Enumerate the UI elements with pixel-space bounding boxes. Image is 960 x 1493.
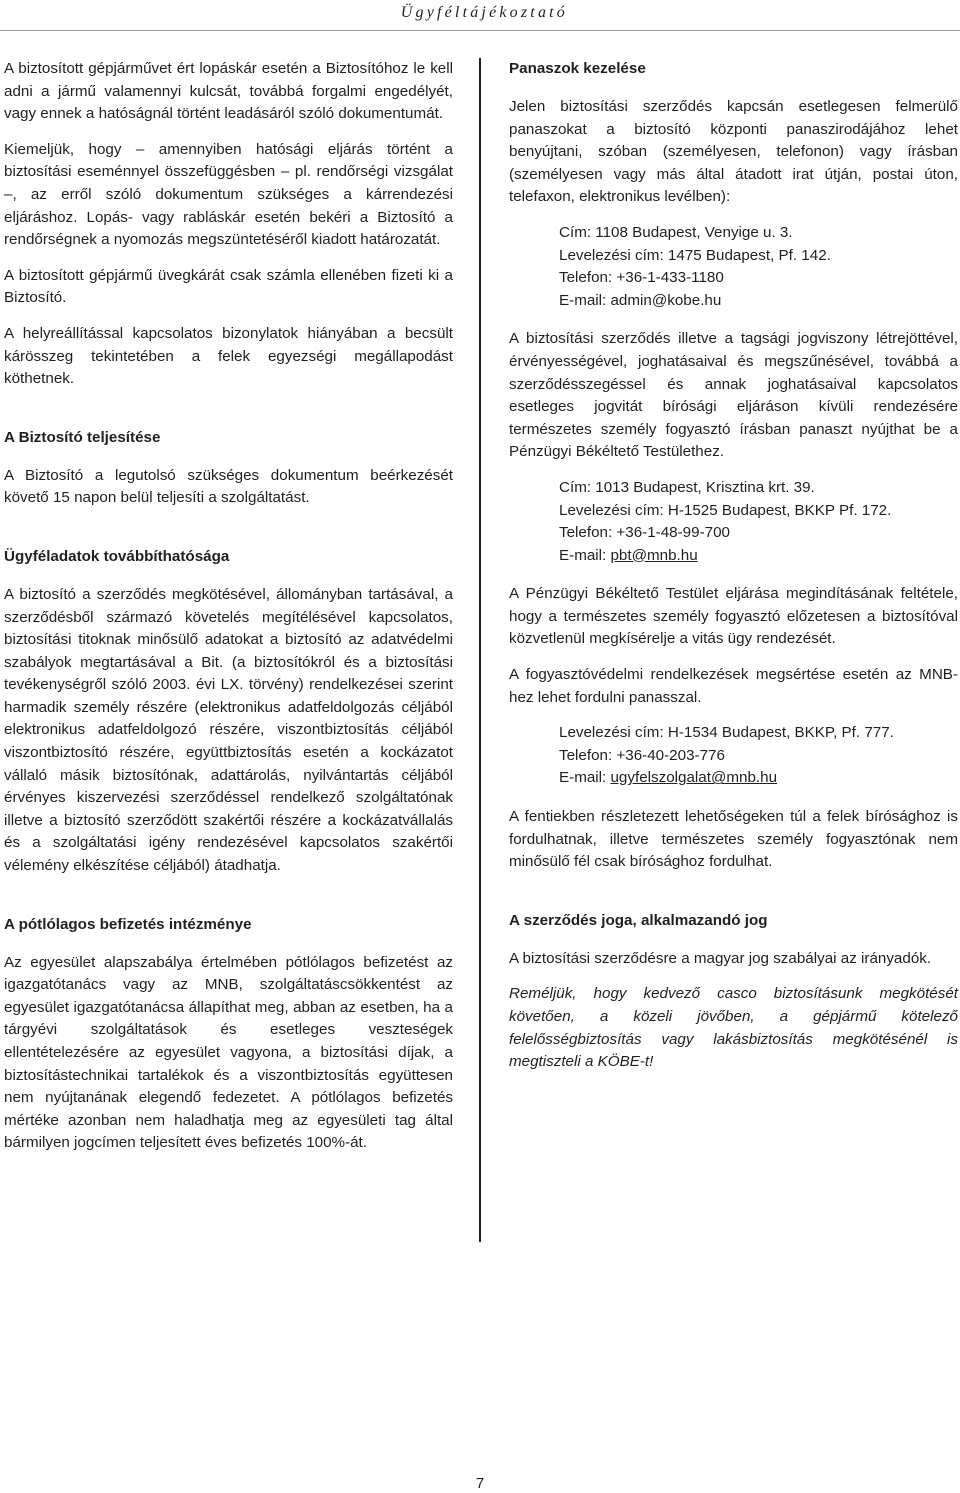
postal-address-line: Levelezési cím: 1475 Budapest, Pf. 142. xyxy=(559,246,831,264)
paragraph-pbt-feltetel: A Pénzügyi Békéltető Testület eljárása megindításának feltétele, hogy a természetes személy fogyasztó előzetesen a biztosítóval közvetlenül megkísérelje a vitás ügy rendezését. xyxy=(509,585,958,648)
page-header xyxy=(0,0,960,31)
paragraph-zaro: Reméljük, hogy kedvező casco biztosításunk megkötését követően, a közeli jövőben, a gépjármű kötelező felelősségbiztosítás vagy lakásbiztosítás megkötésénél is megtiszteli a KÖBE-t! xyxy=(509,985,958,1071)
heading-ugyfeladatok: Ügyféladatok továbbíthatósága xyxy=(4,547,230,565)
email-link-pbt[interactable]: pbt@mnb.hu xyxy=(610,546,698,564)
email-line: E-mail: admin@kobe.hu xyxy=(559,291,722,309)
phone-line: Telefon: +36-40-203-776 xyxy=(559,746,725,764)
phone-line: Telefon: +36-1-433-1180 xyxy=(559,269,724,287)
heading-panaszok: Panaszok kezelése xyxy=(509,60,646,77)
email-line xyxy=(559,545,958,568)
paragraph-panaszok: Jelen biztosítási szerződés kapcsán esetlegesen felmerülő panaszokat a biztosító központi panaszirodájához lehet benyújtani, szóban (személyesen, telefonon) vagy írásban (személyesen vagy más által átadott irat útján, postai úton, telefaxon, elektronikus levélben): xyxy=(509,98,958,206)
address-line: Cím: 1108 Budapest, Venyige u. 3. xyxy=(559,223,793,241)
paragraph-alkalmazando-jog: A biztosítási szerződésre a magyar jog szabályai az irányadók. xyxy=(509,949,932,967)
address-block-mnb xyxy=(559,722,958,790)
paragraph-birosag: A fentiekben részletezett lehetőségeken túl a felek bírósághoz is fordulhatnak, illetve természetes személy fogyasztónak nem minősülő fél csak bírósághoz fordulhat. xyxy=(509,808,958,871)
paragraph-bekelteto: A biztosítási szerződés illetve a tagsági jogviszony létrejöttével, érvényességével, joghatásaival és megszűnésével, továbbá a szerződésszegéssel és annak joghatásaival kapcsolatos esetleges jogvitát bírósági eljáráson kívüli rendezésére természetes személy fogyasztó írásban panaszt nyújthat be a Pénzügyi Békéltető Testülethez. xyxy=(509,330,958,461)
right-column xyxy=(509,58,958,1087)
email-label: E-mail: xyxy=(559,769,611,787)
postal-address-line: Levelezési cím: H-1525 Budapest, BKKP Pf. 172. xyxy=(559,501,892,519)
address-line: Cím: 1013 Budapest, Krisztina krt. 39. xyxy=(559,478,815,496)
paragraph-fogyasztovedelem: A fogyasztóvédelmi rendelkezések megsértése esetén az MNB-hez lehet fordulni panasszal. xyxy=(509,666,958,706)
address-block-pbt xyxy=(559,477,958,567)
left-column xyxy=(4,58,453,1168)
email-link-mnb[interactable]: ugyfelszolgalat@mnb.hu xyxy=(610,769,778,787)
postal-address-line: Levelezési cím: H-1534 Budapest, BKKP, Pf. 777. xyxy=(559,724,894,742)
paragraph-hatosagi-eljaras: Kiemeljük, hogy – amennyiben hatósági eljárás történt a biztosítási eseménnyel összefüggésben – pl. rendőrségi vizsgálat –, az erről szóló dokumentum szükséges a kárrendezési eljáráshoz. Lopás- vagy rabláskár esetén bekéri a Biztosító a rendőrségnek a nyomozás megszüntetéséről kiadott határozatát. xyxy=(4,140,453,249)
paragraph-potlolagos-befizetes: Az egyesület alapszabálya értelmében pótlólagos befizetést az igazgatótanács vagy az MNB, szolgáltatáscsökkentést az egyesület igazgatótanácsa állapíthat meg, abban az esetben, ha a tárgyévi szolgáltatások és esetleges veszteségek ellentételezésére az egyesület vagyona, a biztosítási díjak, a biztosítástechnikai tartalékok és a viszontbiztosítás együttesen nem nyújtanának elegendő fedezetet. A pótlólagos befizetés mértéke azonban nem haladhatja meg az egyesületi tag által bármilyen jogcímen teljesített éves befizetés 100%-át. xyxy=(4,953,453,1152)
email-label: E-mail: xyxy=(559,546,611,564)
page-number: 7 xyxy=(475,1475,485,1492)
heading-potlolagos-befizetes: A pótlólagos befizetés intézménye xyxy=(4,915,252,933)
header-title: Ügyféltájékoztató xyxy=(400,4,568,21)
column-divider xyxy=(479,58,481,1242)
email-line xyxy=(559,767,958,790)
heading-teljesites: A Biztosító teljesítése xyxy=(4,428,161,446)
paragraph-lopaskar: A biztosított gépjárművet ért lopáskár esetén a Biztosítóhoz le kell adni a jármű valamennyi kulcsát, továbbá forgalmi engedélyét, vagy ennek a hatóságnál történt leadásáról szóló dokumentumát. xyxy=(4,60,453,123)
address-block-kobe xyxy=(559,222,958,312)
paragraph-uvegkar: A biztosított gépjármű üvegkárát csak számla ellenében fizeti ki a Biztosító. xyxy=(4,266,453,307)
paragraph-teljesites: A Biztosító a legutolsó szükséges dokumentum beérkezését követő 15 napon belül teljesíti a szolgáltatást. xyxy=(4,466,453,507)
paragraph-helyreallitas: A helyreállítással kapcsolatos bizonylatok hiányában a becsült kárösszeg tekintetében a felek egyezségi megállapodást köthetnek. xyxy=(4,324,453,388)
phone-line: Telefon: +36-1-48-99-700 xyxy=(559,524,730,542)
heading-alkalmazando-jog: A szerződés joga, alkalmazandó jog xyxy=(509,911,768,929)
paragraph-ugyfeladatok: A biztosító a szerződés megkötésével, állományban tartásával, a szerződésből származó követelés megítélésével kapcsolatos, biztosítási titoknak minősülő adatokat a biztosító az adatvédelmi szabályok megtartásával a Bit. (a biztosítókról és a biztosítási tevékenységről szóló 2003. évi LX. törvény) rendelkezései szerint harmadik személy részére (elektronikus adatfeldolgozás céljából elektronikus adatfeldolgozó részére, viszontbiztosítás céljából viszontbiztosító részére, együttbiztosítás esetén a kockázatot vállaló másik biztosítónak, adattárolás, nyilvántartás céljából érvényes kiszervezési szerződéssel rendelkező szolgáltatónak illetve a biztosító szerződött szakértői részére a kockázatvállalás és a szolgáltatási igény rendezésével kapcsolatos szakértői vélemény elkészítése céljából) átadhatja. xyxy=(4,585,453,875)
